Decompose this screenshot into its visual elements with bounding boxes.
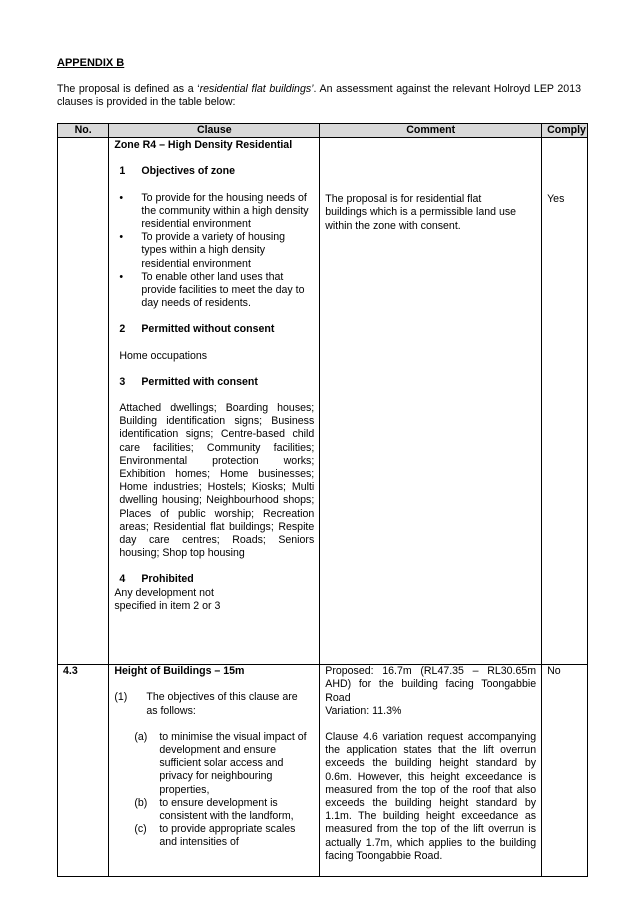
row2-comment (320, 665, 542, 877)
intro-post: . An assessment against the relevant Holroyd LEP 2013 clauses is provided in the table below: (57, 83, 581, 109)
list-item: • To enable other land uses that provide facilities to meet the day to day needs of residents. (115, 271, 319, 311)
row2-clause-title: Height of Buildings – 15m (114, 665, 245, 678)
prohibited-title: Prohibited (141, 573, 194, 586)
row2-comply (542, 665, 588, 877)
without-consent-number: 2 (119, 323, 126, 336)
row1-comply-value: Yes (547, 193, 565, 206)
prohibited-text: Any development not specified in item 2 or 3 (114, 586, 221, 612)
intro-pre: The proposal is defined as a ‘ (57, 83, 200, 95)
header-no: No. (58, 124, 109, 138)
zone-title: Zone R4 – High Density Residential (114, 139, 293, 152)
objectives-heading (109, 165, 319, 178)
subitem-number: (a) (134, 730, 148, 743)
subitem-text: to minimise the visual impact of development and ensure sufficient solar access and privacy for neighbouring properties, (159, 730, 307, 796)
subitem-text: to ensure development is consistent with the landform, (159, 796, 294, 823)
without-consent-text: Home occupations (119, 349, 208, 362)
prohibited-heading (109, 573, 319, 586)
list-item: • To provide for the housing needs of the community within a high density residential environment (115, 192, 319, 232)
subitem-number: (c) (134, 823, 147, 836)
intro-paragraph (57, 83, 581, 109)
row2-comment-p1: Proposed: 16.7m (RL47.35 – RL30.65m AHD) for the building facing Toongabbie Road (325, 665, 537, 704)
prohibited-number: 4 (119, 573, 126, 586)
row2-objective (109, 691, 319, 717)
with-consent-text: Attached dwellings; Boarding houses; Building identification signs; Business identification signs; Centre-based child care facilities; Community facilities; Environmental protection works; Exhibition homes; Home businesses; Home industries; Hostels; Kiosks; Multi dwelling housing; Neighbourhood shops; Places of public worship; Recreation areas; Residential flat buildings; Respite day care centres; Roads; Seniors housing; Shop top housing (119, 402, 315, 560)
list-item: • To provide a variety of housing types within a high density residential environment (115, 231, 319, 271)
subitem-number: (b) (134, 796, 148, 809)
row2-comply-value: No (547, 665, 561, 678)
without-consent-heading (109, 323, 319, 336)
table-row (58, 138, 588, 665)
list-item (109, 797, 319, 823)
page-heading: APPENDIX B (57, 57, 125, 69)
assessment-table (57, 123, 588, 877)
table-row (58, 665, 588, 877)
objectives-list (109, 192, 319, 311)
header-comment: Comment (320, 124, 542, 138)
row2-comment-p2: Variation: 11.3% (325, 704, 402, 717)
row1-clause (109, 138, 320, 665)
row2-objective-text: The objectives of this clause are as follows: (146, 691, 298, 717)
list-item (109, 731, 319, 797)
row1-no (58, 138, 109, 665)
row1-comment (320, 138, 542, 665)
row2-clause (109, 665, 320, 877)
row2-objective-number: (1) (114, 691, 128, 704)
row2-no: 4.3 (58, 665, 109, 877)
with-consent-heading (109, 376, 319, 389)
without-consent-title: Permitted without consent (141, 323, 275, 336)
header-clause: Clause (109, 124, 320, 138)
with-consent-number: 3 (119, 375, 126, 388)
intro-emphasis: residential flat buildings’ (199, 83, 314, 95)
objectives-number: 1 (119, 165, 126, 178)
objectives-title: Objectives of zone (141, 165, 235, 178)
subitem-text: to provide appropriate scales and intensities of (159, 823, 296, 849)
list-item (109, 823, 319, 849)
row1-comment-text: The proposal is for residential flat buildings which is a permissible land use within the zone with consent. (325, 193, 517, 232)
table-header-row (58, 124, 588, 138)
row1-comply (542, 138, 588, 665)
row2-comment-p3: Clause 4.6 variation request accompanying the application states that the lift overrun exceeds the building height standard by 0.6m. However, this height exceedance is measured from the top of the roof that also exceeds the building height standard by 1.1m. The building height exceedance as measured from the top of the lift overrun is actually 1.7m, which applies to the building facing Toongabbie Road. (325, 731, 537, 862)
with-consent-title: Permitted with consent (141, 375, 258, 388)
header-comply: Comply (542, 124, 588, 138)
